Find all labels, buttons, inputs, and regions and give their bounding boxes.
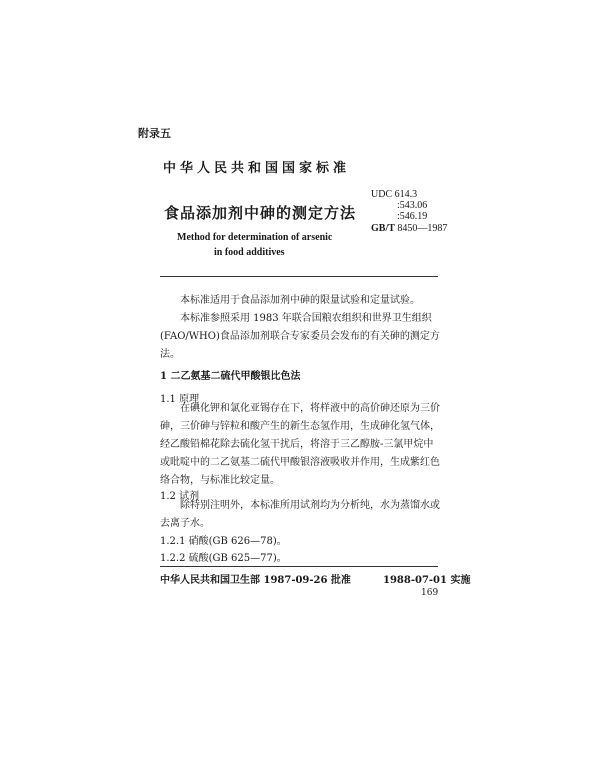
standard-number: [371, 223, 447, 234]
header-divider: [160, 276, 438, 277]
udc-class-2: :546.19: [397, 211, 428, 222]
document-title: 食品添加剂中砷的测定方法: [164, 204, 357, 222]
intro-section: [160, 292, 440, 364]
udc-class-1: :543.06: [397, 200, 428, 211]
gb-number: 8450—1987: [397, 223, 448, 234]
page-number: 169: [421, 588, 439, 598]
national-standard-heading: 中华人民共和国国家标准: [163, 161, 351, 176]
footer-divider: [160, 566, 438, 567]
section-1-1-heading: 1.1 原理: [160, 394, 200, 405]
principle-text: [160, 400, 440, 490]
reagent-item-nitric-acid: 1.2.1 硝酸(GB 626—78)。: [160, 536, 287, 547]
intro-paragraph-2: 本标准参照采用 1983 年联合国粮农组织和世界卫生组织(FAO/WHO)食品添加剂联合专家委员会发布的有关砷的测定方法。: [160, 313, 440, 360]
section-1-2-heading: 1.2 试剂: [160, 491, 200, 502]
gb-code: GB/T: [371, 223, 395, 234]
intro-paragraph-1: 本标准适用于食品添加剂中砷的限量试验和定量试验。: [180, 295, 420, 306]
section-1-heading: 1 二乙氨基二硫代甲酸银比色法: [160, 371, 301, 382]
reagent-item-sulfuric-acid: 1.2.2 硫酸(GB 625—77)。: [160, 553, 287, 564]
appendix-label: 附录五: [138, 127, 171, 140]
approval-line: 中华人民共和国卫生部 1987-09-26 批准: [160, 575, 351, 586]
principle-paragraph: 在碘化钾和氯化亚锡存在下，将样液中的高价砷还原为三价砷，三价砷与锌粒和酸产生的新生态氢作用，生成砷化氢气体，经乙酸铅棉花除去硫化氢干扰后，将溶于三乙醇胺-三氯甲烷中或吡啶中的二乙氨基二硫代甲酸银溶液吸收并作用，生成紫红色络合物，与标准比较定量。: [160, 403, 440, 486]
reagents-text: [160, 497, 440, 533]
reagents-paragraph: 除特别注明外，本标准所用试剂均为分析纯，水为蒸馏水或去离子水。: [160, 500, 440, 529]
english-title-line-1: Method for determination of arsenic: [177, 232, 333, 243]
english-title-line-2: in food additives: [214, 247, 285, 258]
udc-label: UDC 614.3: [371, 189, 418, 200]
effective-date: 1988-07-01 实施: [383, 575, 471, 586]
udc-classification: [371, 189, 427, 222]
